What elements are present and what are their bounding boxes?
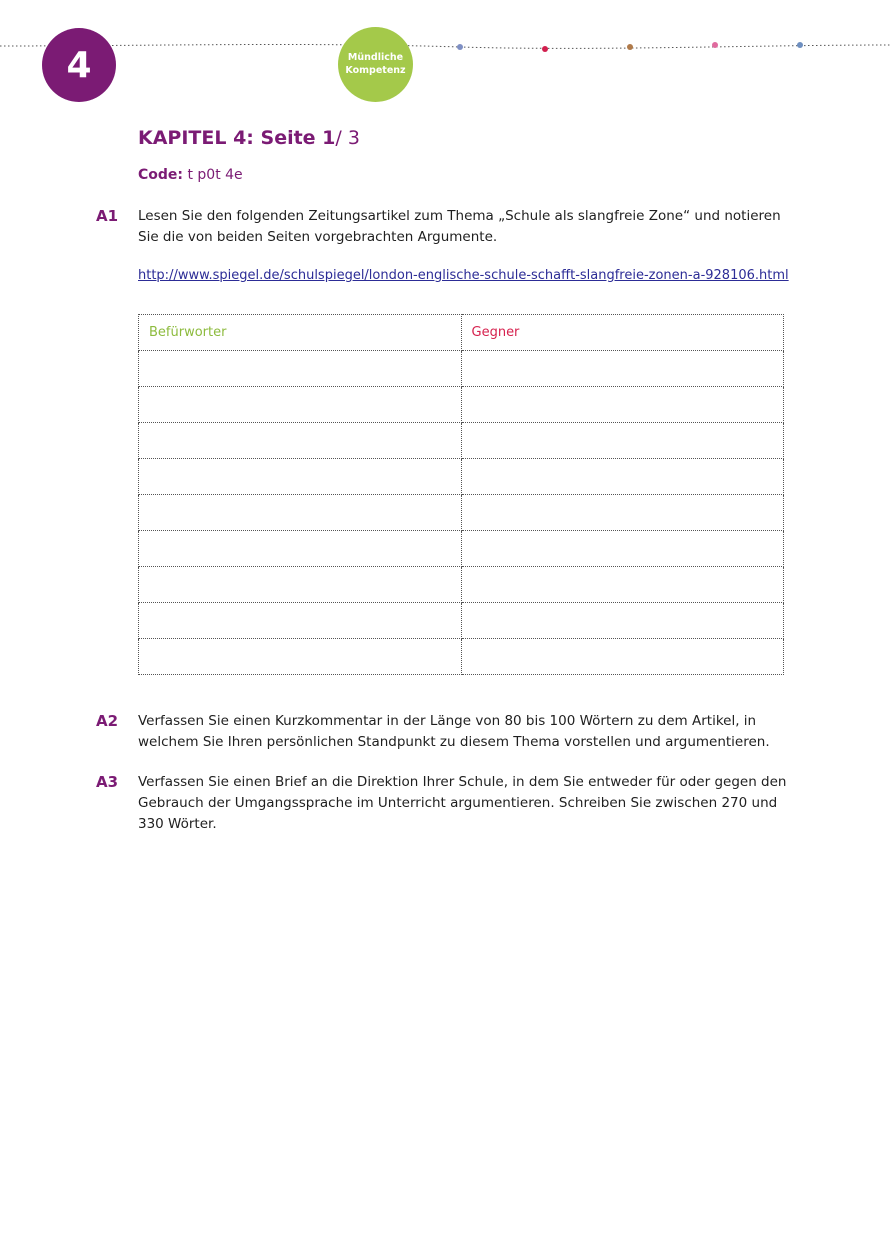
- header-decoration: [0, 0, 890, 110]
- pro-argument-cell[interactable]: [139, 423, 462, 459]
- column-header-con: Gegner: [461, 315, 784, 351]
- header-dot-5: [797, 42, 803, 48]
- table-row: [139, 459, 784, 495]
- article-link[interactable]: http://www.spiegel.de/schulspiegel/london-englische-schule-schafft-slangfreie-zonen-a-928106.html: [138, 268, 789, 283]
- con-argument-cell[interactable]: [461, 603, 784, 639]
- pro-argument-cell[interactable]: [139, 603, 462, 639]
- pro-argument-cell[interactable]: [139, 639, 462, 675]
- task-a1-text: Lesen Sie den folgenden Zeitungsartikel zum Thema „Schule als slangfreie Zone“ und notieren Sie die von beiden Seiten vorgebrachten Argumente.: [138, 208, 781, 245]
- page-title-main: KAPITEL 4: Seite 1: [138, 127, 336, 149]
- con-argument-cell[interactable]: [461, 351, 784, 387]
- access-code: [138, 167, 243, 183]
- table-row: [139, 603, 784, 639]
- header-dot-4: [712, 42, 718, 48]
- task-a3-label: A3: [96, 773, 119, 791]
- table-row: [139, 387, 784, 423]
- skill-badge-line-1: Mündliche: [347, 51, 404, 63]
- pro-argument-cell[interactable]: [139, 351, 462, 387]
- table-row: [139, 567, 784, 603]
- table-body: [139, 351, 784, 675]
- table-row: [139, 531, 784, 567]
- task-a1-label: A1: [96, 207, 119, 225]
- pro-argument-cell[interactable]: [139, 567, 462, 603]
- con-argument-cell[interactable]: [461, 459, 784, 495]
- header-dot-3: [627, 44, 633, 50]
- task-a2-text: Verfassen Sie einen Kurzkommentar in der Länge von 80 bis 100 Wörtern zu dem Artikel, in welchem Sie Ihren persönlichen Standpunkt zu diesem Thema vorstellen und argumentieren.: [138, 713, 770, 750]
- pro-argument-cell[interactable]: [139, 531, 462, 567]
- table-row: [139, 639, 784, 675]
- pro-argument-cell[interactable]: [139, 387, 462, 423]
- con-argument-cell[interactable]: [461, 531, 784, 567]
- pro-argument-cell[interactable]: [139, 459, 462, 495]
- table-row: [139, 423, 784, 459]
- skill-badge-line-2: Kompetenz: [345, 64, 406, 76]
- chapter-badge: 4: [42, 28, 116, 102]
- column-header-pro: Befürworter: [139, 315, 462, 351]
- pro-argument-cell[interactable]: [139, 495, 462, 531]
- page-title: [138, 127, 360, 149]
- task-a2-label: A2: [96, 712, 119, 730]
- table-row: [139, 351, 784, 387]
- page-title-total: / 3: [335, 127, 360, 149]
- table-row: [139, 495, 784, 531]
- header-dot-1: [457, 44, 463, 50]
- task-a3-text: Verfassen Sie einen Brief an die Direktion Ihrer Schule, in dem Sie entweder für oder gegen den Gebrauch der Umgangssprache im Unterricht argumentieren. Schreiben Sie zwischen 270 und 330 Wörter.: [138, 774, 787, 832]
- access-code-label: Code:: [138, 167, 184, 183]
- header-dot-2: [542, 46, 548, 52]
- con-argument-cell[interactable]: [461, 423, 784, 459]
- skill-badge: [338, 27, 413, 102]
- con-argument-cell[interactable]: [461, 495, 784, 531]
- access-code-value: t p0t 4e: [187, 167, 243, 183]
- arguments-table: [138, 314, 784, 675]
- con-argument-cell[interactable]: [461, 639, 784, 675]
- con-argument-cell[interactable]: [461, 567, 784, 603]
- table-header-row: [139, 315, 784, 351]
- con-argument-cell[interactable]: [461, 387, 784, 423]
